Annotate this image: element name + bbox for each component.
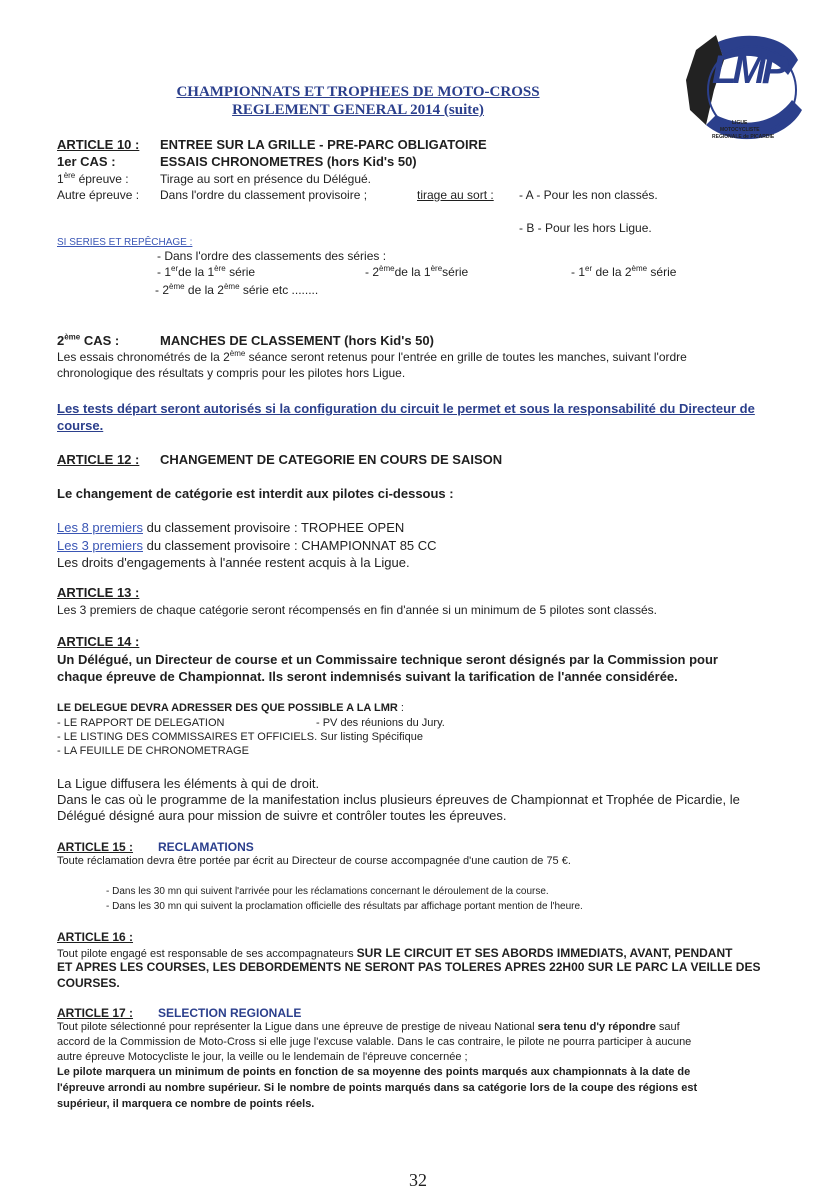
delegue-item-2: - LE LISTING DES COMMISSAIRES ET OFFICIELS. Sur listing Spécifique (57, 731, 423, 743)
first-race-text: Tirage au sort en présence du Délégué. (160, 172, 372, 186)
art15-title: RECLAMATIONS (158, 840, 254, 854)
art15-text: Toute réclamation devra être portée par écrit au Directeur de course accompagnée d'une caution de 75 €. (57, 855, 571, 867)
art14-bold-2: chaque épreuve de Championnat. Ils seront indemnisés suivant la tarification de l'année considérée. (57, 669, 678, 684)
delegue-item-1b: - PV des réunions du Jury. (316, 717, 445, 729)
first-race-label: 1ère épreuve : (57, 171, 129, 186)
art17-bold-1: Le pilote marquera un minimum de points en fonction de sa moyenne des points marqués aux championnats à la date de (57, 1066, 691, 1078)
series-label: SI SERIES ET REPÊCHAGE : (57, 237, 193, 248)
cas1-title: ESSAIS CHRONOMETRES (hors Kid's 50) (160, 154, 417, 169)
tests-line-2: course. (57, 418, 104, 433)
art16-line-3: COURSES. (57, 976, 120, 990)
cas2-label: 2ème CAS : (57, 332, 120, 348)
art13-text: Les 3 premiers de chaque catégorie seront récompensés en fin d'année si un minimum de 5 pilotes sont classés. (57, 603, 657, 617)
art10-label: ARTICLE 10 : (57, 137, 140, 152)
art12-title: CHANGEMENT DE CATEGORIE EN COURS DE SAISON (160, 452, 503, 467)
art12-line-1: Les 8 premiers du classement provisoire : TROPHEE OPEN (57, 520, 405, 535)
art17-bold-3: supérieur, il marquera ce nombre de points réels. (57, 1098, 315, 1110)
art14-case-2: Délégué désigné aura pour mission de suivre et contrôler toutes les épreuves. (57, 808, 507, 823)
art12-line-2: Les 3 premiers du classement provisoire : CHAMPIONNAT 85 CC (57, 538, 437, 553)
art14-diffusion: La Ligue diffusera les éléments à qui de droit. (57, 776, 320, 791)
logo-caption-2: MOTOCYCLISTE (720, 127, 760, 133)
delegue-item-3: - LA FEUILLE DE CHRONOMETRAGE (57, 745, 249, 757)
art10-title: ENTREE SUR LA GRILLE - PRE-PARC OBLIGATOIRE (160, 137, 487, 152)
art15-item-1: - Dans les 30 mn qui suivent l'arrivée pour les réclamations concernant le déroulement de la course. (106, 886, 549, 897)
series-item-4: - 2ème de la 2ème série etc ........ (155, 282, 319, 297)
art12-line-3: Les droits d'engagements à l'année restent acquis à la Ligue. (57, 555, 410, 570)
art15-item-2: - Dans les 30 mn qui suivent la proclamation officielle des résultats par affichage portant mention de l'heure. (106, 901, 583, 912)
art17-label: ARTICLE 17 : (57, 1006, 134, 1020)
series-line-1: - Dans l'ordre des classements des séries : (157, 249, 387, 263)
option-b: - B - Pour les hors Ligue. (519, 221, 652, 235)
series-item-2: - 2èmede la 1èresérie (365, 264, 469, 279)
delegue-title: LE DELEGUE DEVRA ADRESSER DES QUE POSSIBLE A LA LMR : (57, 702, 404, 714)
logo-caption-1: LIGUE (732, 120, 748, 126)
art17-title: SELECTION REGIONALE (158, 1006, 302, 1020)
cas2-text-2: chronologique des résultats y compris pour les pilotes hors Ligue. (57, 366, 406, 380)
delegue-item-1: - LE RAPPORT DE DELEGATION (57, 717, 225, 729)
art16-line-2: ET APRES LES COURSES, LES DEBORDEMENTS NE SERONT PAS TOLERES APRES 22H00 SUR LE PARC LA VEILLE DES (57, 960, 761, 974)
art17-line-2: accord de la Commission de Moto-Cross si elle juge l'excuse valable. Dans le cas contraire, le pilote ne pourra participer à aucune (57, 1036, 692, 1048)
series-item-3: - 1er de la 2ème série (571, 264, 677, 279)
art16-label: ARTICLE 16 : (57, 930, 134, 944)
other-race-label: Autre épreuve : (57, 188, 140, 202)
top3-link[interactable]: Les 3 premiers (57, 538, 143, 553)
art12-intro: Le changement de catégorie est interdit aux pilotes ci-dessous : (57, 486, 454, 501)
option-a: - A - Pour les non classés. (519, 188, 658, 202)
cas1-label: 1er CAS : (57, 154, 116, 169)
other-race-text: Dans l'ordre du classement provisoire ; (160, 188, 368, 202)
draw-label: tirage au sort : (417, 188, 494, 202)
series-item-1: - 1erde la 1ère série (157, 264, 256, 279)
art17-line-3: autre épreuve Motocycliste le jour, la veille ou le lendemain de l'épreuve concernée ; (57, 1051, 468, 1063)
art16-line-1: Tout pilote engagé est responsable de ses accompagnateurs SUR LE CIRCUIT ET SES ABORDS IMMEDIATS, AVANT, PENDANT (57, 946, 733, 960)
page-subtitle: REGLEMENT GENERAL 2014 (suite) (232, 102, 484, 118)
page-title: CHAMPIONNATS ET TROPHEES DE MOTO-CROSS (176, 84, 540, 100)
art15-label: ARTICLE 15 : (57, 840, 134, 854)
art13-label: ARTICLE 13 : (57, 585, 140, 600)
tests-line-1: Les tests départ seront autorisés si la configuration du circuit le permet et sous la responsabilité du Directeur de (57, 401, 755, 416)
art12-label: ARTICLE 12 : (57, 452, 140, 467)
art14-label: ARTICLE 14 : (57, 634, 140, 649)
cas2-title: MANCHES DE CLASSEMENT (hors Kid's 50) (160, 333, 434, 348)
logo-caption-3: REGIONALE de PICARDIE (712, 134, 775, 140)
league-logo (676, 30, 806, 150)
art14-case-1: Dans le cas où le programme de la manifestation inclus plusieurs épreuves de Championnat et Trophée de Picardie, le (57, 792, 740, 807)
cas2-text-1: Les essais chronométrés de la 2ème séance seront retenus pour l'entrée en grille de toutes les manches, suivant l'ordre (57, 349, 687, 364)
art14-bold-1: Un Délégué, un Directeur de course et un Commissaire technique seront désignés par la Commission pour (57, 652, 718, 667)
page-number: 32 (409, 1170, 427, 1190)
art17-line-1: Tout pilote sélectionné pour représenter la Ligue dans une épreuve de prestige de niveau National sera tenu d'y répondre sauf (57, 1021, 680, 1033)
top8-link[interactable]: Les 8 premiers (57, 520, 143, 535)
art17-bold-2: l'épreuve arrondi au nombre supérieur. Si le nombre de points marqués dans sa catégorie lors de la coupe des régions est (57, 1082, 698, 1094)
logo-letters: LMP (712, 48, 785, 92)
